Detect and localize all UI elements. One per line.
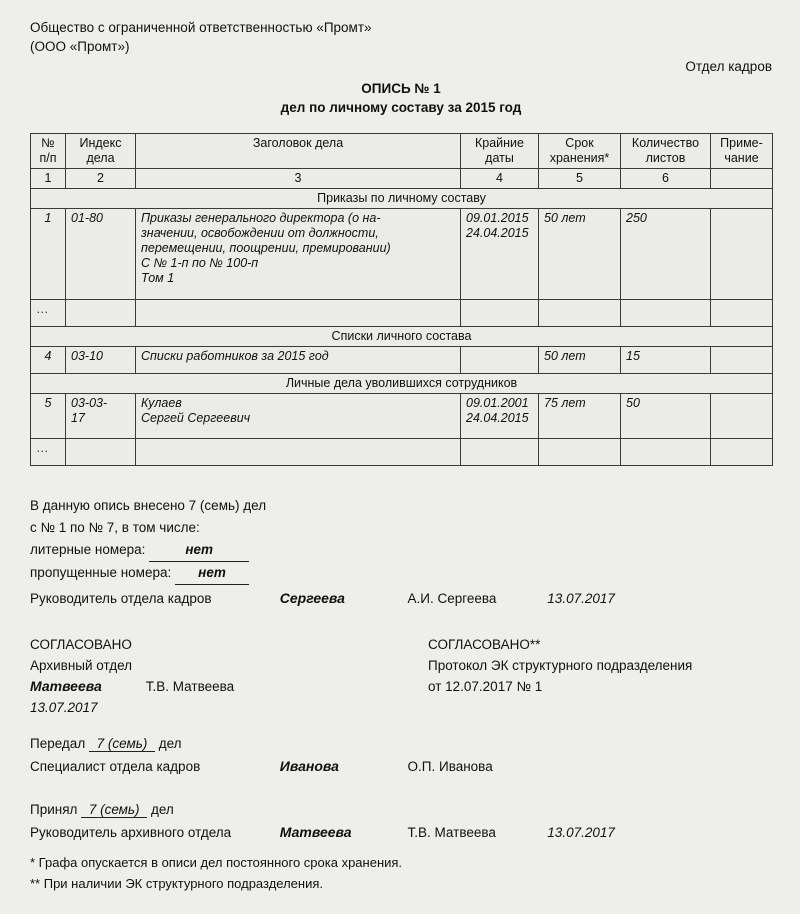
letter-numbers-line — [30, 539, 772, 562]
cell-term — [539, 300, 621, 327]
cell-dates — [461, 347, 539, 374]
cell-index: 03-10 — [66, 347, 136, 374]
handover-passed-suffix: дел — [158, 736, 182, 751]
approval-left-signature-mark: Матвеева — [30, 678, 102, 694]
cell-term: 75 лет — [539, 394, 621, 439]
approval-left-heading: СОГЛАСОВАНО — [30, 637, 132, 652]
table-section-row — [31, 189, 773, 209]
approval-left-signature-name: Т.В. Матвеева — [145, 679, 235, 694]
inventory-table — [30, 133, 773, 466]
cell-heading — [136, 300, 461, 327]
table-number-row — [31, 169, 773, 189]
table-column-number-7 — [711, 169, 773, 189]
table-column-number-1: 1 — [31, 169, 66, 189]
column-header-line2: дела — [86, 151, 115, 165]
column-header-line1: Количество — [631, 136, 700, 150]
handover-passed-count: 7 (семь) — [89, 736, 155, 752]
missing-numbers-value: нет — [175, 562, 249, 585]
cell-index: 03-03- 17 — [66, 394, 136, 439]
table-head — [31, 134, 773, 189]
main-signature-role: Руководитель отдела кадров — [30, 591, 212, 606]
document-subtitle: дел по личному составу за 2015 год — [280, 100, 522, 115]
cell-note — [711, 300, 773, 327]
cell-sheets: 250 — [621, 209, 711, 300]
table-column-number-5: 5 — [539, 169, 621, 189]
footnotes-block — [30, 852, 772, 894]
table-row — [31, 209, 773, 300]
department-label: Отдел кадров — [685, 59, 772, 74]
cell-dates — [461, 439, 539, 466]
missing-numbers-line — [30, 562, 772, 585]
footnote-two: ** При наличии ЭК структурного подразделения. — [30, 876, 323, 891]
handover-received-count: 7 (семь) — [81, 802, 147, 818]
column-header-line1: Приме- — [720, 136, 763, 150]
section-title: Приказы по личному составу — [31, 189, 773, 209]
cell-sheets — [621, 300, 711, 327]
organization-full-name: Общество с ограниченной ответственностью «Промт» — [30, 20, 372, 35]
cell-note — [711, 209, 773, 300]
section-title: Списки личного состава — [31, 327, 773, 347]
handover-received-label: Принял — [30, 802, 78, 817]
table-row — [31, 439, 773, 466]
handover-passed-signature-line — [30, 758, 772, 774]
organization-short-name: (ООО «Промт») — [30, 39, 130, 54]
cell-index — [66, 439, 136, 466]
table-section-row — [31, 374, 773, 394]
cell-term: 50 лет — [539, 209, 621, 300]
section-title: Личные дела уволившихся сотрудников — [31, 374, 773, 394]
handover-passed-label: Передал — [30, 736, 86, 751]
cell-note — [711, 347, 773, 374]
cell-number: 5 — [31, 394, 66, 439]
cell-dates: 09.01.2001 24.04.2015 — [461, 394, 539, 439]
approval-right-protocol-date: от 12.07.2017 № 1 — [428, 679, 543, 694]
cell-heading: Кулаев Сергей Сергеевич — [136, 394, 461, 439]
approval-right-heading: СОГЛАСОВАНО** — [428, 637, 541, 652]
table-column-number-4: 4 — [461, 169, 539, 189]
cell-index: 01-80 — [66, 209, 136, 300]
cell-index — [66, 300, 136, 327]
approval-left-date: 13.07.2017 — [30, 700, 98, 715]
cell-term — [539, 439, 621, 466]
handover-received-name: Т.В. Матвеева — [407, 825, 496, 840]
cell-number: … — [31, 300, 66, 327]
main-signature-mark: Сергеева — [279, 590, 345, 606]
handover-passed-name: О.П. Иванова — [407, 759, 493, 774]
handover-received-date: 13.07.2017 — [547, 825, 615, 840]
approval-left-column — [30, 634, 410, 718]
handover-passed-count-line — [30, 736, 772, 752]
main-signature-line — [30, 590, 772, 606]
missing-numbers-label: пропущенные номера: — [30, 565, 172, 580]
cell-heading — [136, 439, 461, 466]
summary-total-line: В данную опись внесено 7 (семь) дел — [30, 498, 267, 513]
table-column-header-7 — [711, 134, 773, 169]
column-header-line1: № — [41, 136, 55, 150]
organization-header — [30, 18, 770, 56]
approval-right-protocol: Протокол ЭК структурного подразделения — [428, 658, 693, 673]
table-column-header-1 — [31, 134, 66, 169]
table-body — [31, 189, 773, 466]
footnote-one: * Графа опускается в описи дел постоянного срока хранения. — [30, 855, 403, 870]
table-column-number-2: 2 — [66, 169, 136, 189]
cell-number: 4 — [31, 347, 66, 374]
approval-left-signature-line — [30, 676, 410, 697]
handover-received-signature-line — [30, 824, 772, 840]
table-row — [31, 347, 773, 374]
cell-term: 50 лет — [539, 347, 621, 374]
handover-passed-role: Специалист отдела кадров — [30, 759, 201, 774]
column-header-line1: Крайние — [474, 136, 524, 150]
table-column-header-2 — [66, 134, 136, 169]
document-title-block — [30, 79, 772, 117]
approval-right-column — [428, 634, 772, 697]
table-column-header-5 — [539, 134, 621, 169]
main-signature-date: 13.07.2017 — [547, 591, 615, 606]
cell-sheets — [621, 439, 711, 466]
column-header-line2: даты — [485, 151, 514, 165]
handover-passed-signature-mark: Иванова — [279, 758, 339, 774]
cell-number: 1 — [31, 209, 66, 300]
column-header-line2: п/п — [39, 151, 57, 165]
cell-dates — [461, 300, 539, 327]
handover-received-count-line — [30, 802, 772, 818]
handover-received-suffix: дел — [150, 802, 174, 817]
table-header-row — [31, 134, 773, 169]
table-column-number-3: 3 — [136, 169, 461, 189]
approval-block — [30, 634, 772, 730]
cell-sheets: 50 — [621, 394, 711, 439]
summary-range-line: с № 1 по № 7, в том числе: — [30, 520, 200, 535]
approval-left-unit: Архивный отдел — [30, 658, 133, 673]
letter-numbers-label: литерные номера: — [30, 542, 146, 557]
letter-numbers-value: нет — [149, 539, 249, 562]
table-row — [31, 394, 773, 439]
column-header-line1: Срок — [565, 136, 594, 150]
handover-received-role: Руководитель архивного отдела — [30, 825, 232, 840]
cell-note — [711, 439, 773, 466]
column-header-line2: листов — [645, 151, 686, 165]
table-column-header-6 — [621, 134, 711, 169]
column-header-line2: чание — [724, 151, 759, 165]
cell-heading: Приказы генерального директора (о на- значении, освобождении от должности, перемещении, поощрении, премировании) С № 1-п по № 100-п Том 1 — [136, 209, 461, 300]
document-title: ОПИСЬ № 1 — [361, 81, 441, 96]
table-column-header-3 — [136, 134, 461, 169]
inventory-table-wrap — [30, 133, 772, 466]
cell-note — [711, 394, 773, 439]
cell-sheets: 15 — [621, 347, 711, 374]
column-header-line1: Заголовок дела — [252, 136, 344, 150]
handover-received-signature-mark: Матвеева — [279, 824, 352, 840]
cell-dates: 09.01.2015 24.04.2015 — [461, 209, 539, 300]
table-column-number-6: 6 — [621, 169, 711, 189]
column-header-line2: хранения* — [549, 151, 610, 165]
column-header-line1: Индекс — [79, 136, 122, 150]
cell-heading: Списки работников за 2015 год — [136, 347, 461, 374]
table-column-header-4 — [461, 134, 539, 169]
cell-number: … — [31, 439, 66, 466]
main-signature-name: А.И. Сергеева — [407, 591, 497, 606]
table-section-row — [31, 327, 773, 347]
summary-block — [30, 495, 772, 585]
table-row — [31, 300, 773, 327]
